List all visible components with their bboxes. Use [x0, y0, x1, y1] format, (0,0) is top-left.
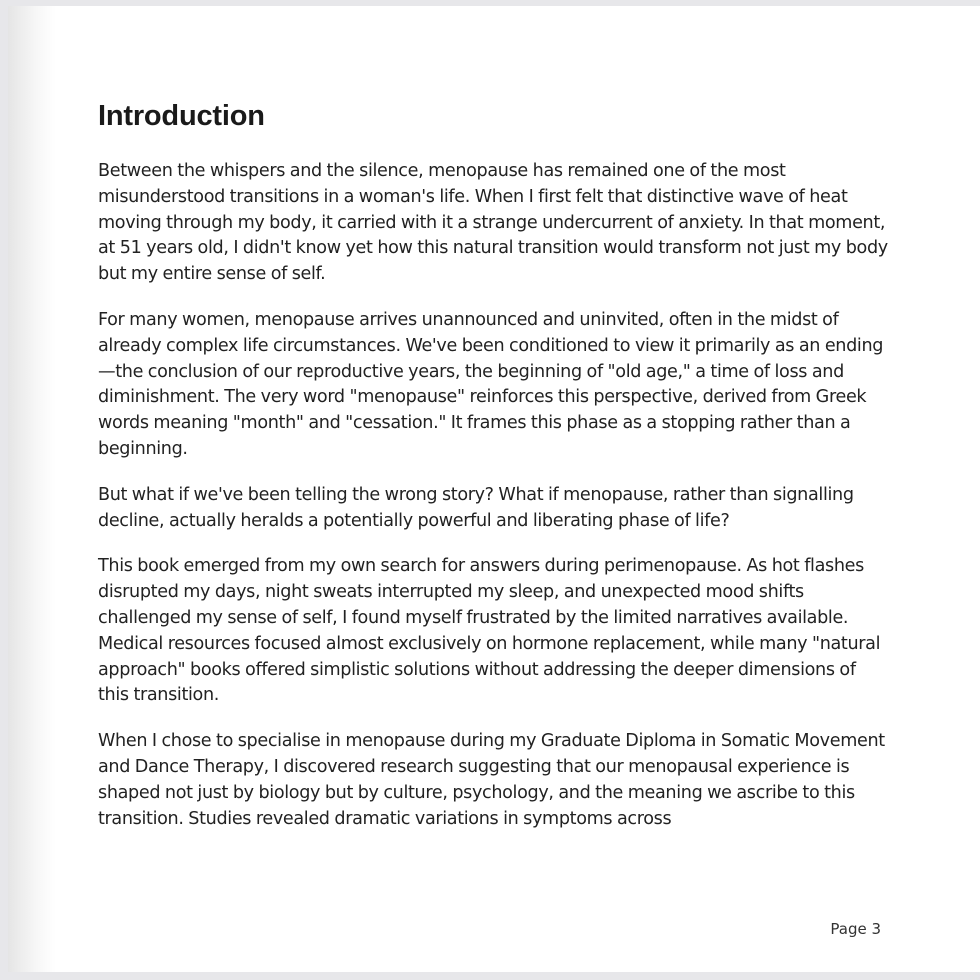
paragraph: This book emerged from my own search for answers during perimenopause. As hot flashes disrupted my days, night sweats interrupted my sleep, and unexpected mood shifts challenged my sense of self, I found myself frustrated by the limited narratives available. Medical resources focused almost exclusively on hormone replacement, while many "natural approach" books offered simplistic solutions without addressing the deeper dimensions of this transition.	[98, 556, 881, 706]
paragraph: When I chose to specialise in menopause during my Graduate Diploma in Somatic Movement and Dance Therapy, I discovered research suggesting that our menopausal experience is shaped not just by biology but by culture, psychology, and the meaning we ascribe to this transition. Studies revealed dramatic variations in symptoms across	[98, 731, 885, 829]
page-number: Page 3	[830, 920, 881, 938]
paragraph: But what if we've been telling the wrong story? What if menopause, rather than signalling decline, actually heralds a potentially powerful and liberating phase of life?	[98, 484, 854, 531]
chapter-heading: Introduction	[98, 100, 265, 132]
document-page	[8, 6, 980, 972]
paragraph: Between the whispers and the silence, menopause has remained one of the most misunderstood transitions in a woman's life. When I first felt that distinctive wave of heat moving through my body, it carried with it a strange undercurrent of anxiety. In that moment, at 51 years old, I didn't know yet how this natural transition would transform not just my body but my entire sense of self.	[98, 161, 888, 285]
body-text	[98, 159, 888, 852]
page-spine-shadow	[8, 6, 56, 972]
paragraph: For many women, menopause arrives unannounced and uninvited, often in the midst of already complex life circumstances. We've been conditioned to view it primarily as an ending—the conclusion of our reproductive years, the beginning of "old age," a time of loss and diminishment. The very word "menopause" reinforces this perspective, derived from Greek words meaning "month" and "cessation." It frames this phase as a stopping rather than a beginning.	[98, 309, 884, 459]
